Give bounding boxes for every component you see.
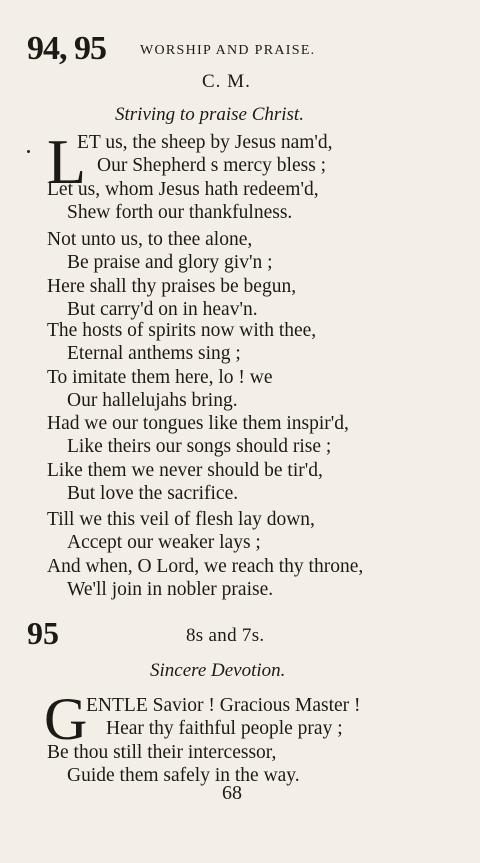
running-head: WORSHIP AND PRAISE. xyxy=(140,43,316,58)
verse-line: Be thou still their intercessor, xyxy=(47,741,277,763)
verse-line: Like theirs our songs should rise ; xyxy=(67,436,332,458)
verse-line: Our Shepherd s mercy bless ; xyxy=(97,155,327,177)
hymn-94-stanza-5 xyxy=(47,508,363,601)
verse-line: Till we this veil of flesh lay down, xyxy=(47,509,315,530)
hymn-95-stanza-1 xyxy=(47,694,361,787)
verse-line: Had we our tongues like them inspir'd, xyxy=(47,413,349,434)
hymn-95-number: 95 xyxy=(27,615,59,651)
verse-line: But carry'd on in heav'n. xyxy=(67,298,258,320)
hymn-94-stanza-3 xyxy=(47,319,316,412)
hymn-95-drop-cap: G xyxy=(44,686,88,752)
page-number: 68 xyxy=(222,782,242,804)
verse-line: The hosts of spirits now with thee, xyxy=(47,320,317,341)
hymn-94-stanza-4 xyxy=(47,412,349,505)
verse-line: Not unto us, to thee alone, xyxy=(47,229,253,250)
verse-line: Shew forth our thankfulness. xyxy=(67,201,293,223)
hymn-95-meter: 8s and 7s. xyxy=(186,625,265,646)
verse-line: Be praise and glory giv'n ; xyxy=(67,252,273,274)
verse-line: And when, O Lord, we reach thy throne, xyxy=(47,555,364,577)
hymn-94-stanza-1 xyxy=(47,126,333,224)
verse-line: To imitate them here, lo ! we xyxy=(47,366,273,388)
hymn-94-drop-cap: L xyxy=(47,126,87,197)
verse-line: Like them we never should be tir'd, xyxy=(47,459,323,481)
verse-line: Let us, whom Jesus hath redeem'd, xyxy=(47,178,319,200)
verse-line: ENTLE Savior ! Gracious Master ! xyxy=(86,695,361,716)
verse-line: Eternal anthems sing ; xyxy=(67,343,241,365)
verse-line: But love the sacrifice. xyxy=(67,482,239,504)
verse-line: We'll join in nobler praise. xyxy=(67,578,274,600)
verse-line: Guide them safely in the way. xyxy=(67,764,300,786)
hymn-95-title: Sincere Devotion. xyxy=(150,660,286,681)
verse-line: ET us, the sheep by Jesus nam'd, xyxy=(77,132,333,153)
verse-line: Our hallelujahs bring. xyxy=(67,389,238,411)
print-speck xyxy=(27,150,30,153)
verse-line: Hear thy faithful people pray ; xyxy=(106,718,343,740)
hymn-numbers-header: 94, 95 xyxy=(27,30,106,67)
verse-line: Accept our weaker lays ; xyxy=(67,532,261,554)
hymn-94-title: Striving to praise Christ. xyxy=(115,104,304,125)
hymn-94-stanza-2 xyxy=(47,228,296,321)
hymn-94-meter: C. M. xyxy=(202,71,251,92)
verse-line: Here shall thy praises be begun, xyxy=(47,275,297,297)
